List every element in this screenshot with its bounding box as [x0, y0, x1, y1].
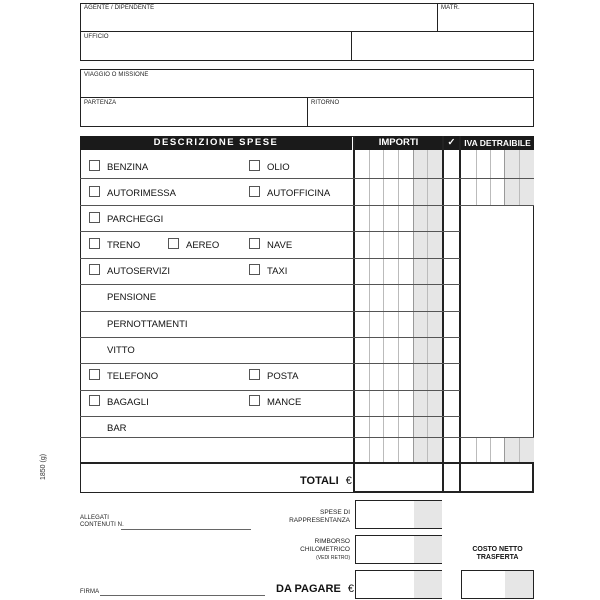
row-divider — [80, 258, 460, 259]
totali-text: TOTALI — [300, 475, 339, 487]
da-pagare-text: DA PAGARE — [276, 583, 341, 595]
rimborso-label — [270, 538, 350, 562]
autoservizi-label: AUTOSERVIZI — [107, 266, 170, 277]
rimborso-line3: (VEDI RETRO) — [316, 555, 350, 561]
ufficio-label: UFFICIO — [84, 34, 109, 40]
viaggio-label: VIAGGIO O MISSIONE — [84, 72, 149, 78]
pernottamenti-label: PERNOTTAMENTI — [107, 319, 188, 330]
posta-checkbox[interactable] — [249, 369, 260, 380]
da-pagare-label — [276, 583, 354, 595]
digit-divider — [490, 437, 491, 462]
euro-symbol: € — [345, 475, 352, 487]
row-divider — [80, 416, 460, 417]
pensione-label: PENSIONE — [107, 292, 157, 303]
col-header-descrizione: DESCRIZIONE SPESE — [80, 136, 352, 150]
costo-netto-box[interactable] — [461, 570, 534, 599]
ufficio-extra-field[interactable] — [352, 32, 533, 60]
partenza-field[interactable] — [81, 107, 306, 126]
nave-checkbox[interactable] — [249, 238, 260, 249]
ritorno-label: RITORNO — [311, 100, 340, 106]
da-pagare-box[interactable] — [355, 570, 442, 599]
spese-rapp-line2: RAPPRESENTANZA — [289, 517, 350, 524]
totali-label — [300, 475, 352, 487]
contenuti-label: CONTENUTI N. — [80, 522, 124, 528]
viaggio-field[interactable] — [81, 79, 533, 96]
divider — [459, 136, 461, 493]
ufficio-field[interactable] — [81, 41, 350, 60]
euro-symbol: € — [347, 583, 354, 595]
taxi-checkbox[interactable] — [249, 264, 260, 275]
autorimessa-checkbox[interactable] — [89, 186, 100, 197]
spese-rappresentanza-box[interactable] — [355, 500, 442, 529]
matr-field[interactable] — [438, 12, 533, 30]
benzina-label: BENZINA — [107, 162, 149, 173]
bar-label: BAR — [107, 423, 127, 434]
rimborso-line1: RIMBORSO — [314, 538, 350, 545]
digit-divider — [476, 437, 477, 462]
digit-divider — [504, 437, 505, 462]
contenuti-line[interactable] — [121, 529, 251, 530]
decimal-shade — [505, 571, 533, 598]
allegati-label: ALLEGATI — [80, 515, 110, 521]
spese-rappresentanza-label — [270, 509, 350, 525]
decimal-shade — [414, 571, 442, 598]
posta-label: POSTA — [267, 371, 299, 382]
agente-label: AGENTE / DIPENDENTE — [84, 5, 155, 11]
mance-checkbox[interactable] — [249, 395, 260, 406]
bagagli-checkbox[interactable] — [89, 395, 100, 406]
mance-label: MANCE — [267, 397, 302, 408]
col-header-iva: IVA DETRAIBILE — [461, 136, 534, 150]
firma-label: FIRMA — [80, 589, 100, 595]
totali-importi-box[interactable] — [353, 462, 444, 493]
row-divider — [80, 363, 460, 364]
autofficina-checkbox[interactable] — [249, 186, 260, 197]
benzina-checkbox[interactable] — [89, 160, 100, 171]
digit-divider — [519, 437, 520, 462]
autorimessa-label: AUTORIMESSA — [107, 188, 176, 199]
row-divider — [80, 231, 460, 232]
taxi-label: TAXI — [267, 266, 288, 277]
telefono-label: TELEFONO — [107, 371, 159, 382]
treno-label: TRENO — [107, 240, 141, 251]
partenza-label: PARTENZA — [84, 100, 117, 106]
row-divider — [80, 311, 460, 312]
row-divider — [80, 205, 534, 206]
matr-label: MATR. — [441, 5, 460, 11]
totali-iva-box[interactable] — [459, 462, 534, 493]
form-code: 1850 (g) — [40, 453, 47, 480]
row-divider — [80, 390, 460, 391]
parcheggi-checkbox[interactable] — [89, 212, 100, 223]
row-divider — [80, 178, 534, 179]
costo-netto-line1: COSTO NETTO — [472, 546, 523, 553]
decimal-shade — [414, 536, 442, 563]
autofficina-label: AUTOFFICINA — [267, 188, 331, 199]
rimborso-box[interactable] — [355, 535, 442, 564]
divider — [442, 136, 444, 493]
rimborso-line2: CHILOMETRICO — [300, 546, 350, 553]
treno-checkbox[interactable] — [89, 238, 100, 249]
row-divider — [80, 437, 534, 438]
vitto-label: VITTO — [107, 345, 135, 356]
aereo-checkbox[interactable] — [168, 238, 179, 249]
row-divider — [80, 284, 460, 285]
costo-netto-line2: TRASFERTA — [476, 554, 519, 561]
firma-line[interactable] — [100, 595, 265, 596]
costo-netto-label — [461, 546, 534, 562]
bagagli-label: BAGAGLI — [107, 397, 149, 408]
agente-field[interactable] — [81, 12, 436, 30]
divider — [353, 136, 355, 493]
olio-checkbox[interactable] — [249, 160, 260, 171]
telefono-checkbox[interactable] — [89, 369, 100, 380]
col-header-check: ✓ — [444, 136, 459, 150]
row-divider — [80, 337, 460, 338]
olio-label: OLIO — [267, 162, 290, 173]
parcheggi-label: PARCHEGGI — [107, 214, 164, 225]
decimal-shade — [414, 501, 442, 528]
ritorno-field[interactable] — [308, 107, 533, 126]
aereo-label: AEREO — [186, 240, 220, 251]
autoservizi-checkbox[interactable] — [89, 264, 100, 275]
col-header-importi: IMPORTI — [355, 136, 442, 150]
nave-label: NAVE — [267, 240, 293, 251]
spese-rapp-line1: SPESE DI — [320, 509, 350, 516]
